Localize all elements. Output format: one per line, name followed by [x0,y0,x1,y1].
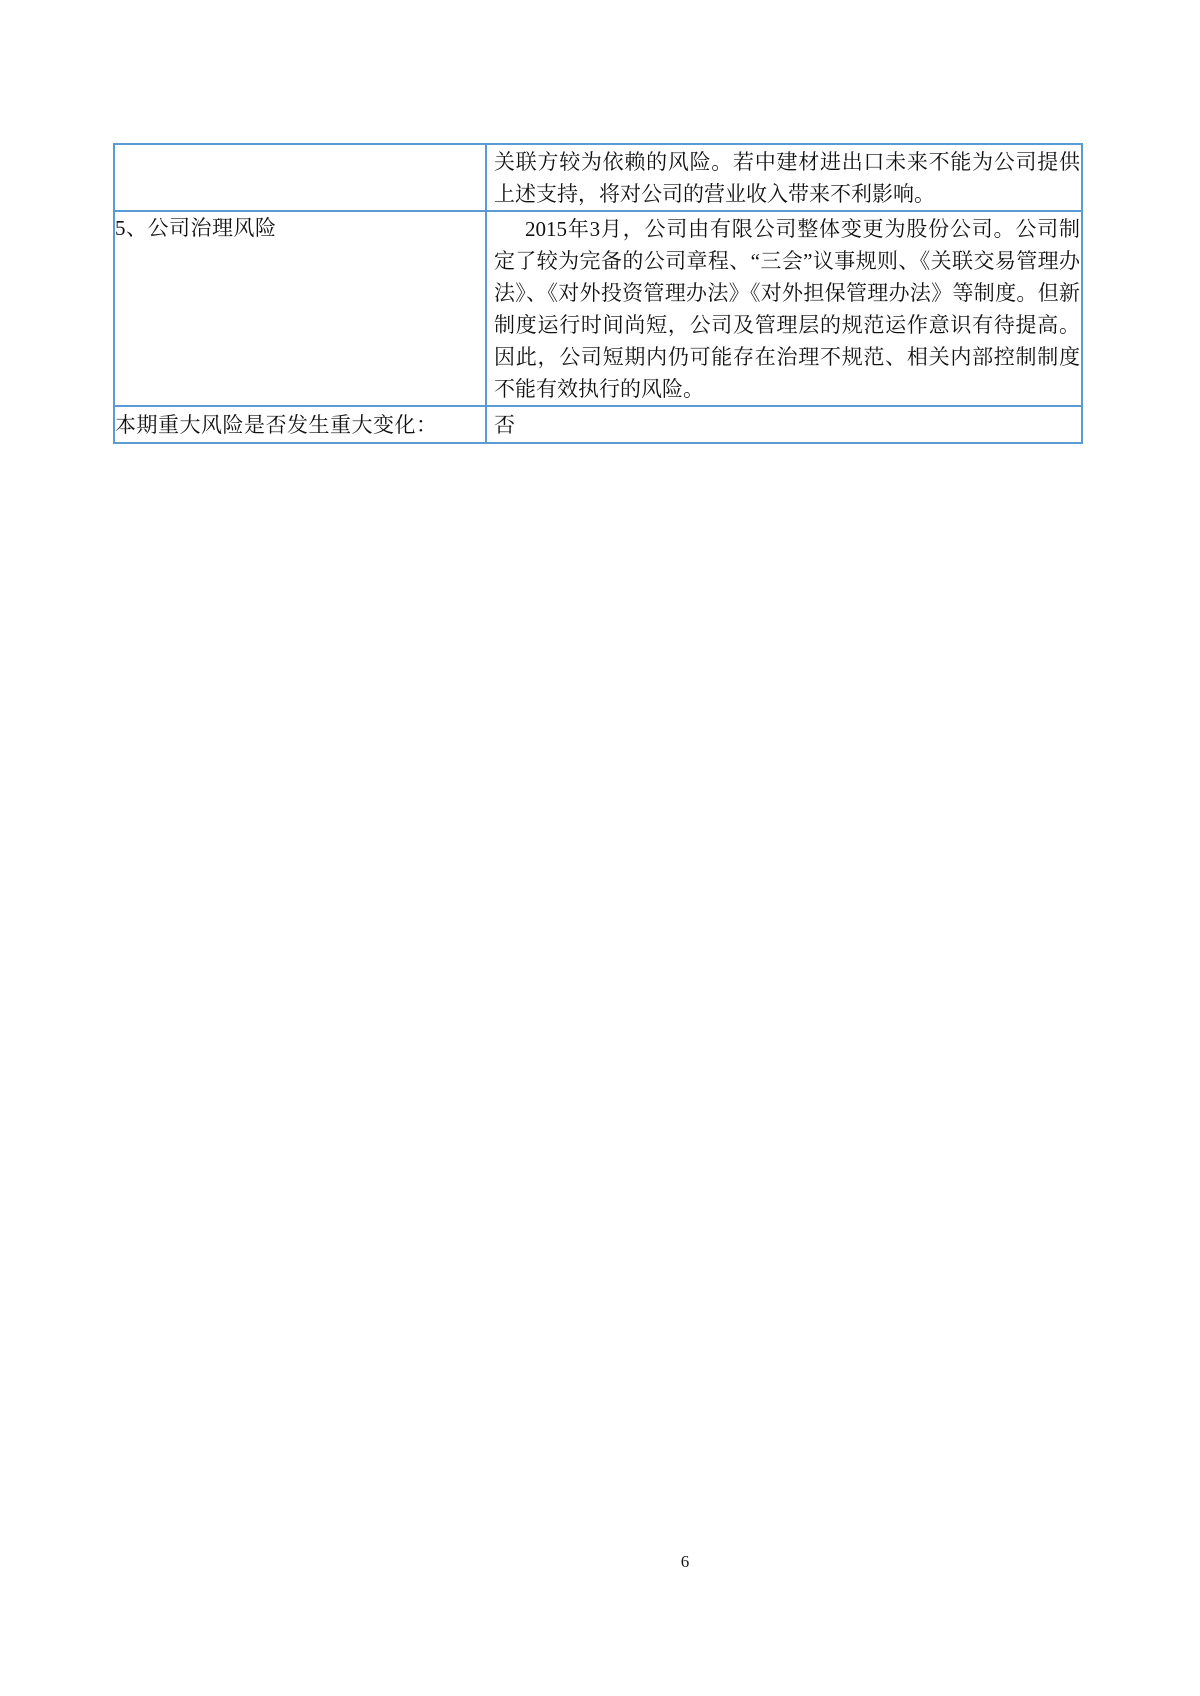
major-change-answer-text: 否 [494,413,515,437]
table-row-governance-risk [114,211,1082,406]
risk-disclosure-table [113,143,1083,444]
risk-label-cell: 5、公司治理风险 [114,211,486,406]
major-change-question-cell: 本期重大风险是否发生重大变化： [114,406,486,443]
risk-content-cell [486,211,1082,406]
major-change-answer-cell [486,406,1082,443]
risk-content-text: 2015年3月，公司由有限公司整体变更为股份公司。公司制定了较为完备的公司章程、“三会”议事规则、《关联交易管理办法》、《对外投资管理办法》《对外担保管理办法》等制度。但新制度运行时间尚短，公司及管理层的规范运作意识有待提高。因此，公司短期内仍可能存在治理不规范、相关内部控制制度不能有效执行的风险。 [494,217,1080,401]
risk-content-cell [486,144,1082,211]
risk-content-text: 关联方较为依赖的风险。若中建材进出口未来不能为公司提供上述支持，将对公司的营业收入带来不利影响。 [494,150,1080,206]
table-row-continuation [114,144,1082,211]
risk-label-cell-empty [114,144,486,211]
table-row-major-change [114,406,1082,443]
page-number: 6 [680,1552,690,1571]
